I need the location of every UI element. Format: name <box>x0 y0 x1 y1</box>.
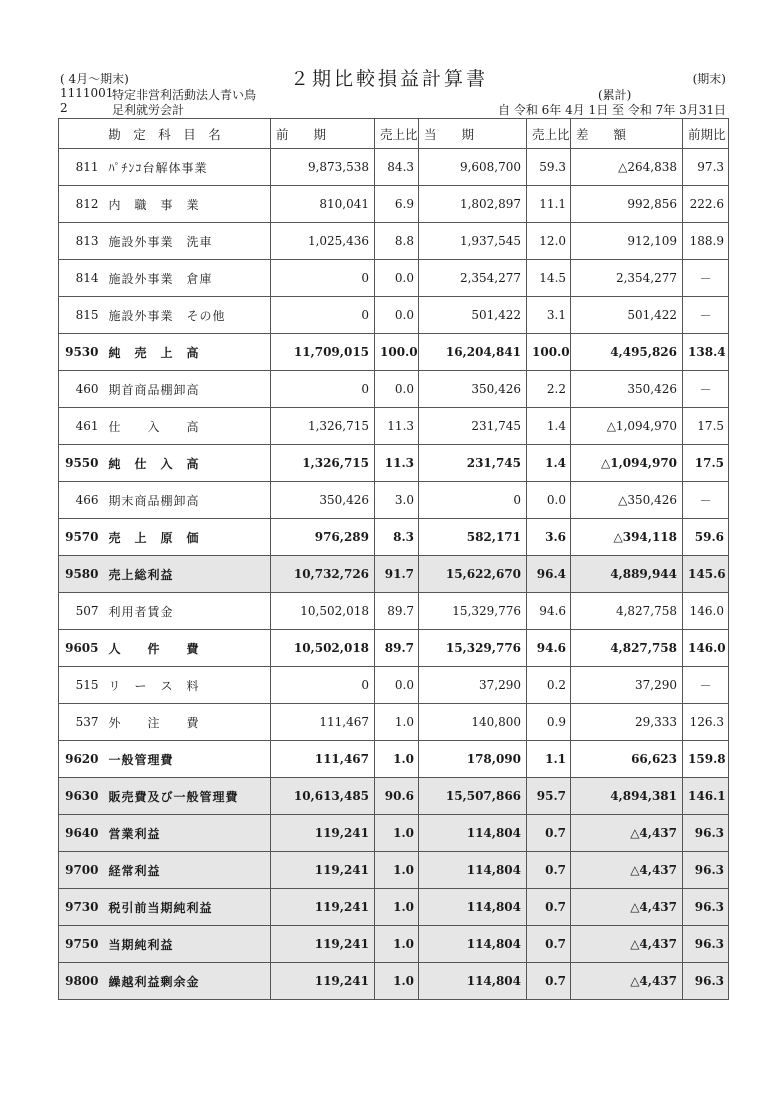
prev-ratio: 8.8 <box>375 223 419 260</box>
prev-ratio: 3.0 <box>375 482 419 519</box>
table-row <box>59 371 729 408</box>
curr-ratio: 12.0 <box>527 223 571 260</box>
yoy-ratio: 146.0 <box>683 593 729 630</box>
account-name: 純 仕 入 高 <box>105 445 271 482</box>
income-statement-table <box>58 118 729 1000</box>
table-row <box>59 815 729 852</box>
prev-amount: 10,502,018 <box>271 630 375 667</box>
curr-ratio: 100.0 <box>527 334 571 371</box>
account-code: 9630 <box>59 778 105 815</box>
curr-amount: 114,804 <box>419 963 527 1000</box>
account-code: 9700 <box>59 852 105 889</box>
diff-amount: 992,856 <box>571 186 683 223</box>
prev-ratio: 1.0 <box>375 889 419 926</box>
curr-amount: 16,204,841 <box>419 334 527 371</box>
prev-amount: 11,709,015 <box>271 334 375 371</box>
curr-ratio: 1.1 <box>527 741 571 778</box>
diff-amount: △394,118 <box>571 519 683 556</box>
yoy-ratio: 96.3 <box>683 926 729 963</box>
diff-amount: 4,889,944 <box>571 556 683 593</box>
table-row <box>59 630 729 667</box>
account-name: 人 件 費 <box>105 630 271 667</box>
page-title: ２期比較損益計算書 <box>289 68 488 90</box>
prev-ratio: 91.7 <box>375 556 419 593</box>
curr-ratio: 3.6 <box>527 519 571 556</box>
col-curr: 当 期 <box>419 119 527 149</box>
account-name: 売 上 原 価 <box>105 519 271 556</box>
diff-amount: △350,426 <box>571 482 683 519</box>
prev-amount: 1,025,436 <box>271 223 375 260</box>
diff-amount: 4,827,758 <box>571 630 683 667</box>
curr-amount: 178,090 <box>419 741 527 778</box>
curr-ratio: 1.4 <box>527 445 571 482</box>
yoy-ratio: － <box>683 297 729 334</box>
diff-amount: △4,437 <box>571 889 683 926</box>
prev-amount: 350,426 <box>271 482 375 519</box>
account-code: 815 <box>59 297 105 334</box>
prev-ratio: 1.0 <box>375 963 419 1000</box>
account-name: 施設外事業 その他 <box>105 297 271 334</box>
curr-ratio: 0.7 <box>527 926 571 963</box>
col-prev: 前 期 <box>271 119 375 149</box>
yoy-ratio: 96.3 <box>683 889 729 926</box>
curr-ratio: 2.2 <box>527 371 571 408</box>
prev-ratio: 1.0 <box>375 926 419 963</box>
prev-ratio: 0.0 <box>375 371 419 408</box>
dept-name: 足利就労会計 <box>112 103 185 117</box>
yoy-ratio: － <box>683 667 729 704</box>
prev-ratio: 8.3 <box>375 519 419 556</box>
account-code: 460 <box>59 371 105 408</box>
table-row <box>59 926 729 963</box>
curr-ratio: 0.7 <box>527 889 571 926</box>
account-name: 販売費及び一般管理費 <box>105 778 271 815</box>
curr-amount: 501,422 <box>419 297 527 334</box>
account-code: 811 <box>59 149 105 186</box>
account-name: ﾊﾟﾁﾝｺ台解体事業 <box>105 149 271 186</box>
diff-amount: △4,437 <box>571 963 683 1000</box>
prev-amount: 976,289 <box>271 519 375 556</box>
account-name: 営業利益 <box>105 815 271 852</box>
prev-ratio: 1.0 <box>375 815 419 852</box>
account-name: 内 職 事 業 <box>105 186 271 223</box>
yoy-ratio: 96.3 <box>683 963 729 1000</box>
diff-amount: 66,623 <box>571 741 683 778</box>
diff-amount: △4,437 <box>571 926 683 963</box>
account-code: 9580 <box>59 556 105 593</box>
curr-amount: 9,608,700 <box>419 149 527 186</box>
table-row <box>59 260 729 297</box>
table-row <box>59 963 729 1000</box>
account-name: 施設外事業 洗車 <box>105 223 271 260</box>
diff-amount: 4,827,758 <box>571 593 683 630</box>
yoy-ratio: 97.3 <box>683 149 729 186</box>
curr-amount: 1,937,545 <box>419 223 527 260</box>
curr-amount: 114,804 <box>419 926 527 963</box>
curr-amount: 582,171 <box>419 519 527 556</box>
account-name: 仕 入 高 <box>105 408 271 445</box>
yoy-ratio: 222.6 <box>683 186 729 223</box>
curr-ratio: 94.6 <box>527 593 571 630</box>
curr-amount: 15,329,776 <box>419 593 527 630</box>
account-code: 537 <box>59 704 105 741</box>
yoy-ratio: 96.3 <box>683 852 729 889</box>
curr-ratio: 0.7 <box>527 815 571 852</box>
account-name: 当期純利益 <box>105 926 271 963</box>
account-code: 461 <box>59 408 105 445</box>
table-row <box>59 556 729 593</box>
curr-ratio: 59.3 <box>527 149 571 186</box>
diff-amount: △264,838 <box>571 149 683 186</box>
table-row <box>59 408 729 445</box>
prev-amount: 111,467 <box>271 704 375 741</box>
col-account: 勘 定 科 目 名 <box>59 119 271 149</box>
table-row <box>59 186 729 223</box>
prev-amount: 10,613,485 <box>271 778 375 815</box>
diff-amount: 29,333 <box>571 704 683 741</box>
account-code: 466 <box>59 482 105 519</box>
prev-amount: 1,326,715 <box>271 408 375 445</box>
diff-amount: △4,437 <box>571 815 683 852</box>
account-name: 期末商品棚卸高 <box>105 482 271 519</box>
prev-amount: 0 <box>271 667 375 704</box>
account-name: 売上総利益 <box>105 556 271 593</box>
diff-amount: 4,894,381 <box>571 778 683 815</box>
table-row <box>59 223 729 260</box>
curr-amount: 114,804 <box>419 815 527 852</box>
cumulative-label: (累計) <box>598 88 632 102</box>
account-code: 9800 <box>59 963 105 1000</box>
curr-amount: 15,507,866 <box>419 778 527 815</box>
prev-amount: 111,467 <box>271 741 375 778</box>
curr-ratio: 0.9 <box>527 704 571 741</box>
diff-amount: △1,094,970 <box>571 445 683 482</box>
curr-ratio: 0.2 <box>527 667 571 704</box>
diff-amount: 37,290 <box>571 667 683 704</box>
yoy-ratio: 138.4 <box>683 334 729 371</box>
account-name: 経常利益 <box>105 852 271 889</box>
diff-amount: 501,422 <box>571 297 683 334</box>
date-range: 自 令和 6年 4月 1日 至 令和 7年 3月31日 <box>498 103 726 117</box>
org-code: 1111001 <box>60 86 114 100</box>
account-code: 814 <box>59 260 105 297</box>
curr-amount: 140,800 <box>419 704 527 741</box>
yoy-ratio: 126.3 <box>683 704 729 741</box>
curr-amount: 0 <box>419 482 527 519</box>
table-row <box>59 852 729 889</box>
curr-amount: 231,745 <box>419 445 527 482</box>
table-row <box>59 667 729 704</box>
diff-amount: △4,437 <box>571 852 683 889</box>
yoy-ratio: 59.6 <box>683 519 729 556</box>
account-name: 繰越利益剰余金 <box>105 963 271 1000</box>
yoy-ratio: 146.0 <box>683 630 729 667</box>
table-row <box>59 149 729 186</box>
prev-ratio: 1.0 <box>375 704 419 741</box>
yoy-ratio: 188.9 <box>683 223 729 260</box>
prev-amount: 10,502,018 <box>271 593 375 630</box>
account-name: 外 注 費 <box>105 704 271 741</box>
curr-amount: 114,804 <box>419 889 527 926</box>
prev-amount: 119,241 <box>271 852 375 889</box>
curr-ratio: 0.7 <box>527 963 571 1000</box>
account-code: 813 <box>59 223 105 260</box>
curr-ratio: 3.1 <box>527 297 571 334</box>
prev-ratio: 1.0 <box>375 852 419 889</box>
table-row <box>59 778 729 815</box>
prev-ratio: 100.0 <box>375 334 419 371</box>
account-name: 純 売 上 高 <box>105 334 271 371</box>
account-code: 507 <box>59 593 105 630</box>
curr-amount: 350,426 <box>419 371 527 408</box>
prev-amount: 119,241 <box>271 889 375 926</box>
curr-ratio: 95.7 <box>527 778 571 815</box>
curr-ratio: 1.4 <box>527 408 571 445</box>
curr-amount: 1,802,897 <box>419 186 527 223</box>
prev-amount: 810,041 <box>271 186 375 223</box>
table-row <box>59 334 729 371</box>
table-row <box>59 593 729 630</box>
table-row <box>59 889 729 926</box>
yoy-ratio: － <box>683 482 729 519</box>
prev-ratio: 6.9 <box>375 186 419 223</box>
account-code: 9730 <box>59 889 105 926</box>
account-code: 9570 <box>59 519 105 556</box>
account-code: 9620 <box>59 741 105 778</box>
yoy-ratio: 159.8 <box>683 741 729 778</box>
table-row <box>59 704 729 741</box>
org-name: 特定非営利活動法人青い鳥 <box>112 88 257 102</box>
yoy-ratio: － <box>683 260 729 297</box>
col-curr-ratio: 売上比 <box>527 119 571 149</box>
diff-amount: 2,354,277 <box>571 260 683 297</box>
table-row <box>59 482 729 519</box>
curr-ratio: 14.5 <box>527 260 571 297</box>
account-name: 施設外事業 倉庫 <box>105 260 271 297</box>
account-name: 利用者賃金 <box>105 593 271 630</box>
prev-amount: 9,873,538 <box>271 149 375 186</box>
yoy-ratio: － <box>683 371 729 408</box>
account-code: 812 <box>59 186 105 223</box>
curr-amount: 37,290 <box>419 667 527 704</box>
diff-amount: △1,094,970 <box>571 408 683 445</box>
curr-amount: 231,745 <box>419 408 527 445</box>
prev-amount: 0 <box>271 260 375 297</box>
col-diff: 差 額 <box>571 119 683 149</box>
table-row <box>59 741 729 778</box>
dept-code: 2 <box>60 101 68 115</box>
curr-amount: 15,329,776 <box>419 630 527 667</box>
table-row <box>59 519 729 556</box>
prev-amount: 0 <box>271 371 375 408</box>
curr-amount: 2,354,277 <box>419 260 527 297</box>
prev-amount: 119,241 <box>271 963 375 1000</box>
curr-amount: 114,804 <box>419 852 527 889</box>
diff-amount: 912,109 <box>571 223 683 260</box>
prev-amount: 119,241 <box>271 815 375 852</box>
account-name: 一般管理費 <box>105 741 271 778</box>
account-code: 9750 <box>59 926 105 963</box>
prev-ratio: 11.3 <box>375 445 419 482</box>
table-row <box>59 445 729 482</box>
diff-amount: 4,495,826 <box>571 334 683 371</box>
table-header-row <box>59 119 729 149</box>
diff-amount: 350,426 <box>571 371 683 408</box>
prev-amount: 10,732,726 <box>271 556 375 593</box>
curr-amount: 15,622,670 <box>419 556 527 593</box>
account-name: リ ー ス 料 <box>105 667 271 704</box>
account-code: 9605 <box>59 630 105 667</box>
yoy-ratio: 17.5 <box>683 408 729 445</box>
curr-ratio: 96.4 <box>527 556 571 593</box>
account-name: 期首商品棚卸高 <box>105 371 271 408</box>
prev-amount: 1,326,715 <box>271 445 375 482</box>
account-code: 515 <box>59 667 105 704</box>
curr-ratio: 0.7 <box>527 852 571 889</box>
period-label: ( 4月～期末) <box>60 72 129 86</box>
prev-amount: 0 <box>271 297 375 334</box>
col-yoy: 前期比 <box>683 119 729 149</box>
account-code: 9640 <box>59 815 105 852</box>
yoy-ratio: 145.6 <box>683 556 729 593</box>
prev-ratio: 89.7 <box>375 630 419 667</box>
account-name: 税引前当期純利益 <box>105 889 271 926</box>
table-row <box>59 297 729 334</box>
prev-ratio: 0.0 <box>375 260 419 297</box>
period-end-label: (期末) <box>692 72 726 86</box>
yoy-ratio: 146.1 <box>683 778 729 815</box>
col-prev-ratio: 売上比 <box>375 119 419 149</box>
yoy-ratio: 96.3 <box>683 815 729 852</box>
prev-ratio: 84.3 <box>375 149 419 186</box>
prev-ratio: 89.7 <box>375 593 419 630</box>
prev-ratio: 11.3 <box>375 408 419 445</box>
prev-ratio: 1.0 <box>375 741 419 778</box>
account-code: 9550 <box>59 445 105 482</box>
yoy-ratio: 17.5 <box>683 445 729 482</box>
prev-ratio: 0.0 <box>375 297 419 334</box>
prev-amount: 119,241 <box>271 926 375 963</box>
account-code: 9530 <box>59 334 105 371</box>
curr-ratio: 94.6 <box>527 630 571 667</box>
prev-ratio: 0.0 <box>375 667 419 704</box>
prev-ratio: 90.6 <box>375 778 419 815</box>
curr-ratio: 11.1 <box>527 186 571 223</box>
curr-ratio: 0.0 <box>527 482 571 519</box>
